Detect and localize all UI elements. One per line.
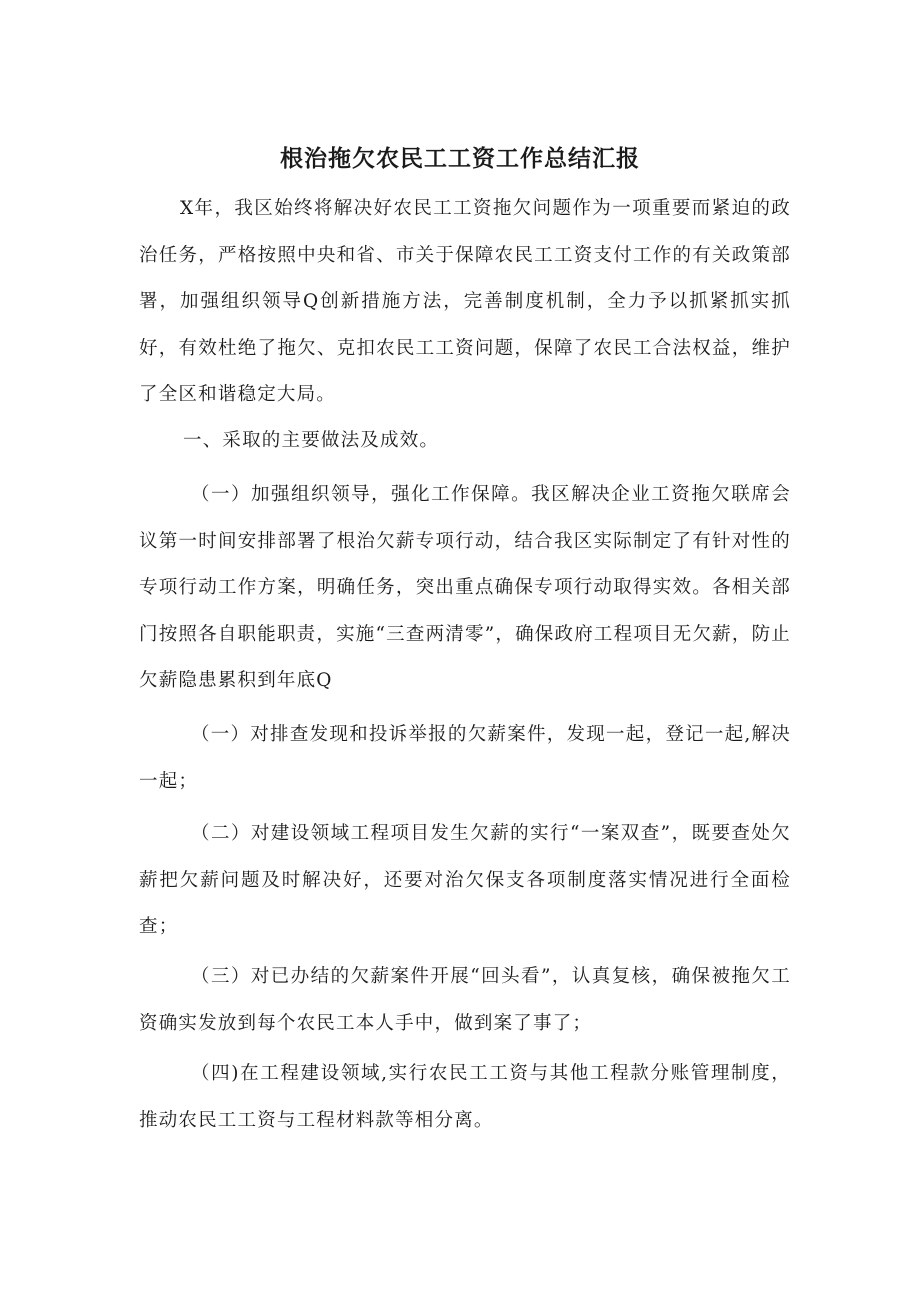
paragraph-intro: X年，我区始终将解决好农民工工资拖欠问题作为一项重要而紧迫的政治任务，严格按照中央和省、市关于保障农民工工资支付工作的有关政策部署，加强组织领导Q创新措施方法，完善制度机制，全力予以抓紧抓实抓好，有效杜绝了拖欠、克扣农民工工资问题，保障了农民工合法权益，维护了全区和谐稳定大局。: [139, 198, 791, 405]
list-item-3: （三）对已办结的欠薪案件开展“回头看”，认真复核，确保被拖欠工资确实发放到每个农民工本人手中，做到案了事了；: [139, 966, 791, 1034]
list-item-4: （四)在工程建设领域,实行农民工工资与其他工程款分账管理制度，推动农民工工资与工程材料款等相分离。: [139, 1063, 791, 1131]
paragraph-subsection-1: （一）加强组织领导，强化工作保障。我区解决企业工资拖欠联席会议第一时间安排部署了根治欠薪专项行动，结合我区实际制定了有针对性的专项行动工作方案，明确任务，突出重点确保专项行动取得实效。各相关部门按照各自职能职责，实施“三查两清零”，确保政府工程项目无欠薪，防止欠薪隐患累积到年底Q: [139, 484, 791, 691]
section-heading-1: 一、采取的主要做法及成效。: [183, 430, 440, 451]
list-item-2: （二）对建设领域工程项目发生欠薪的实行“一案双查”，既要查处欠薪把欠薪问题及时解决好，还要对治欠保支各项制度落实情况进行全面检查；: [139, 823, 791, 937]
list-item-1: （一）对排查发现和投诉举报的欠薪案件，发现一起，登记一起,解决一起；: [139, 724, 791, 792]
document-title: 根治拖欠农民工工资工作总结汇报: [280, 146, 640, 172]
